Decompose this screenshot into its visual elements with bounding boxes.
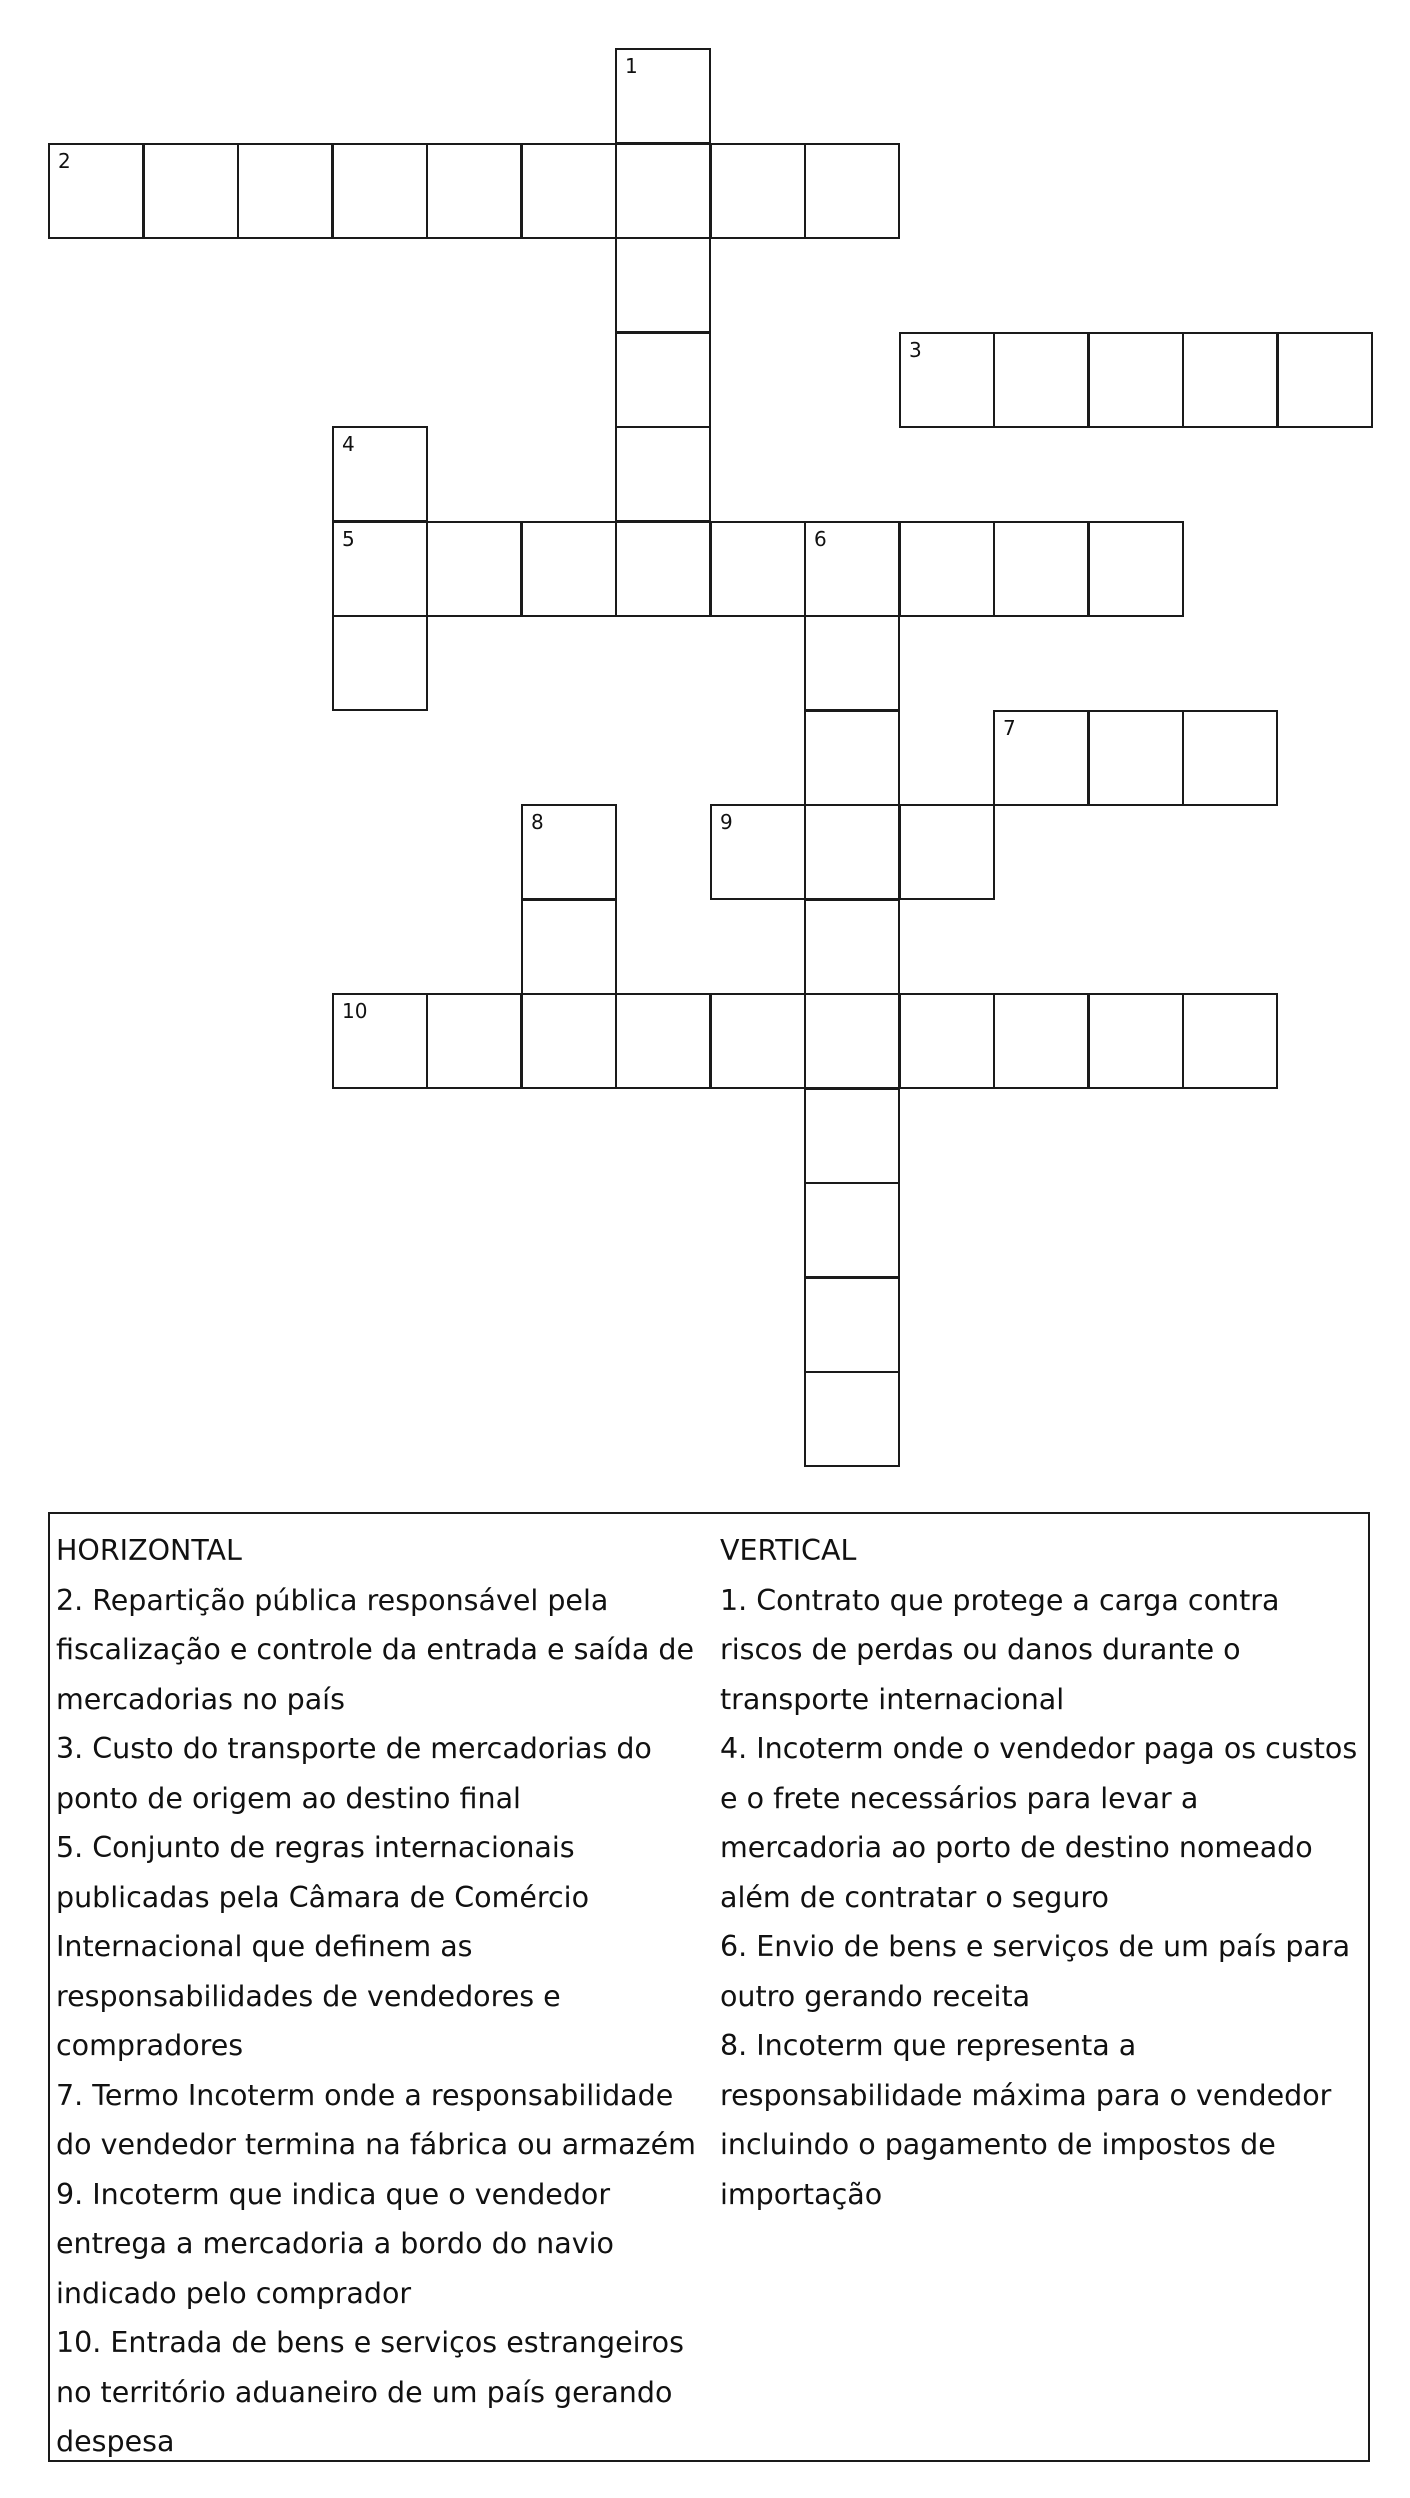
grid-cell[interactable] <box>993 332 1089 428</box>
grid-cell[interactable] <box>1088 332 1184 428</box>
clue-number: 6 <box>814 527 827 551</box>
grid-cell[interactable] <box>615 48 711 144</box>
clue-vertical-4: 4. Incoterm onde o vendedor paga os custos e o frete necessários para levar a mercadoria ao porto de destino nomeado além de contratar o seguro <box>720 1732 1358 1914</box>
grid-cell[interactable] <box>615 143 711 239</box>
grid-cell[interactable] <box>1182 332 1278 428</box>
grid-cell[interactable] <box>993 710 1089 806</box>
grid-cell[interactable] <box>804 993 900 1089</box>
grid-cell[interactable] <box>332 615 428 711</box>
clue-number: 7 <box>1003 716 1016 740</box>
grid-cell[interactable] <box>332 426 428 522</box>
grid-cell[interactable] <box>521 804 617 900</box>
clue-vertical-8: 8. Incoterm que representa a responsabilidade máxima para o vendedor incluindo o pagamento de impostos de importação <box>720 2029 1332 2211</box>
vertical-heading: VERTICAL <box>720 1534 857 1567</box>
clue-horizontal-5: 5. Conjunto de regras internacionais publicadas pela Câmara de Comércio Internacional que definem as responsabilidades de vendedores e compradores <box>56 1831 590 2062</box>
grid-cell[interactable] <box>899 993 995 1089</box>
grid-cell[interactable] <box>332 993 428 1089</box>
grid-cell[interactable] <box>804 899 900 995</box>
clue-number: 10 <box>342 999 368 1023</box>
clue-number: 8 <box>531 810 544 834</box>
clue-number: 2 <box>58 149 71 173</box>
grid-cell[interactable] <box>521 993 617 1089</box>
grid-cell[interactable] <box>899 332 995 428</box>
grid-cell[interactable] <box>426 521 522 617</box>
clue-horizontal-2: 2. Repartição pública responsável pela fiscalização e controle da entrada e saída de mercadorias no país <box>56 1583 695 1716</box>
horizontal-heading: HORIZONTAL <box>56 1534 242 1567</box>
clue-box <box>48 1512 1370 2462</box>
clue-number: 5 <box>342 527 355 551</box>
clue-horizontal-7: 7. Termo Incoterm onde a responsabilidade do vendedor termina na fábrica ou armazém <box>56 2078 696 2161</box>
grid-cell[interactable] <box>1277 332 1373 428</box>
grid-cell[interactable] <box>332 143 428 239</box>
clue-horizontal-9: 9. Incoterm que indica que o vendedor entrega a mercadoria a bordo do navio indicado pelo comprador <box>56 2177 614 2310</box>
grid-cell[interactable] <box>615 237 711 333</box>
grid-cell[interactable] <box>1088 993 1184 1089</box>
grid-cell[interactable] <box>426 993 522 1089</box>
grid-cell[interactable] <box>615 993 711 1089</box>
grid-cell[interactable] <box>332 521 428 617</box>
vertical-clues <box>720 1526 1365 2219</box>
grid-cell[interactable] <box>804 1277 900 1373</box>
grid-cell[interactable] <box>521 521 617 617</box>
grid-cell[interactable] <box>804 1088 900 1184</box>
grid-cell[interactable] <box>804 521 900 617</box>
grid-cell[interactable] <box>615 521 711 617</box>
grid-cell[interactable] <box>710 521 806 617</box>
grid-cell[interactable] <box>143 143 239 239</box>
grid-cell[interactable] <box>710 804 806 900</box>
grid-cell[interactable] <box>993 521 1089 617</box>
grid-cell[interactable] <box>993 993 1089 1089</box>
grid-cell[interactable] <box>615 332 711 428</box>
clue-horizontal-3: 3. Custo do transporte de mercadorias do ponto de origem ao destino final <box>56 1732 652 1815</box>
grid-cell[interactable] <box>1182 993 1278 1089</box>
grid-cell[interactable] <box>237 143 333 239</box>
grid-cell[interactable] <box>710 143 806 239</box>
grid-cell[interactable] <box>899 804 995 900</box>
clue-number: 9 <box>720 810 733 834</box>
grid-cell[interactable] <box>710 993 806 1089</box>
grid-cell[interactable] <box>804 1371 900 1467</box>
clue-number: 1 <box>625 54 638 78</box>
grid-cell[interactable] <box>521 143 617 239</box>
clue-number: 4 <box>342 432 355 456</box>
clue-vertical-1: 1. Contrato que protege a carga contra riscos de perdas ou danos durante o transporte internacional <box>720 1583 1280 1716</box>
grid-cell[interactable] <box>804 615 900 711</box>
grid-cell[interactable] <box>804 143 900 239</box>
grid-cell[interactable] <box>426 143 522 239</box>
grid-cell[interactable] <box>804 710 900 806</box>
grid-cell[interactable] <box>899 521 995 617</box>
grid-cell[interactable] <box>804 1182 900 1278</box>
grid-cell[interactable] <box>1088 521 1184 617</box>
grid-cell[interactable] <box>615 426 711 522</box>
horizontal-clues <box>56 1526 716 2467</box>
grid-cell[interactable] <box>1088 710 1184 806</box>
clue-horizontal-10: 10. Entrada de bens e serviços estrangeiros no território aduaneiro de um país gerando despesa <box>56 2326 684 2458</box>
clue-vertical-6: 6. Envio de bens e serviços de um país para outro gerando receita <box>720 1930 1351 2013</box>
grid-cell[interactable] <box>804 804 900 900</box>
grid-cell[interactable] <box>48 143 144 239</box>
grid-cell[interactable] <box>1182 710 1278 806</box>
grid-cell[interactable] <box>521 899 617 995</box>
clue-number: 3 <box>909 338 922 362</box>
